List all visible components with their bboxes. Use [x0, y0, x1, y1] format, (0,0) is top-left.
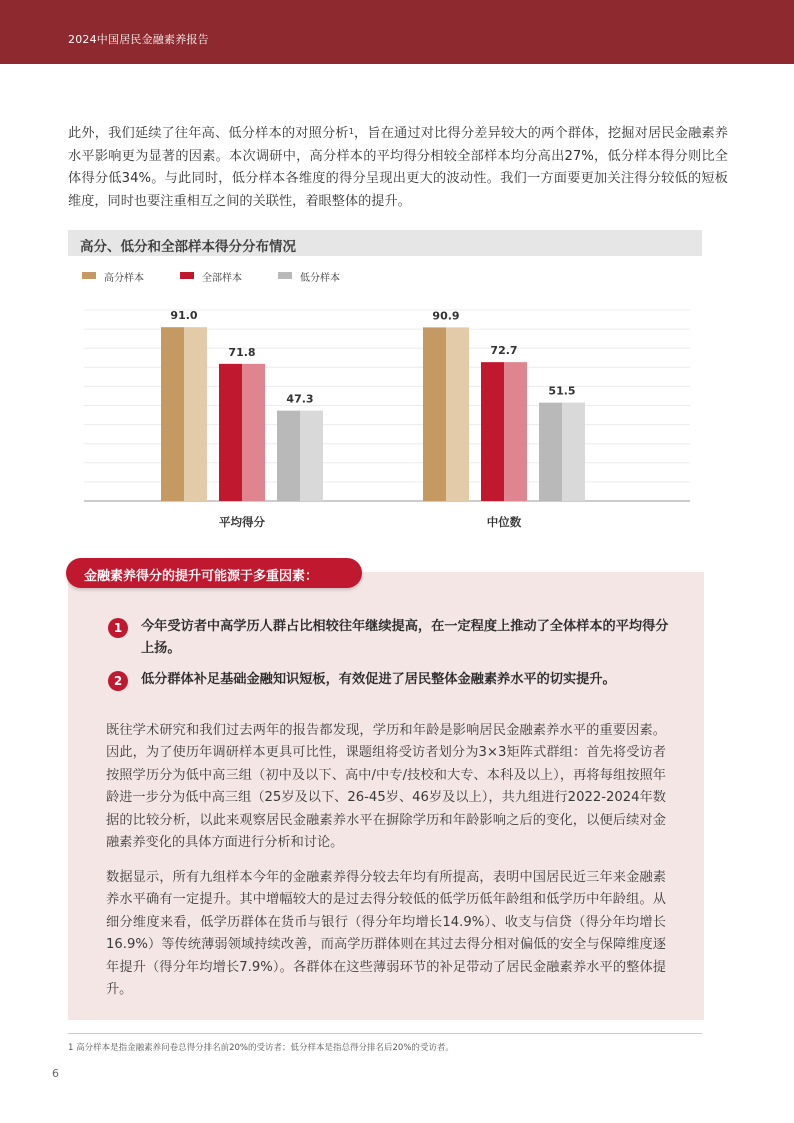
value-label: 71.8: [228, 345, 256, 359]
bar-0-0-dark: [161, 327, 184, 501]
callout-paragraph-2: 数据显示，所有九组样本今年的金融素养得分较去年均有所提高，表明中国居民近三年来金融素养水平确有一定提升。其中增幅较大的是过去得分较低的低学历低年龄组和低学历中年龄组。从细分维度来看，低学历群体在货币与银行（得分年均增长14.9%）、收支与信贷（得分年均增长16.9%）等传统薄弱领域持续改善，而高学历群体则在其过去得分相对偏低的安全与保障维度逐年提升（得分年均增长7.9%）。各群体在这些薄弱环节的补足带动了居民金融素养水平的整体提升。: [106, 870, 666, 998]
footnote-divider: [68, 1033, 702, 1034]
bar-1-0-light: [446, 327, 469, 501]
bar-0-0-light: [184, 327, 207, 501]
category-label: 中位数: [486, 515, 522, 529]
bar-0-1-light: [242, 364, 265, 501]
bar-1-1-light: [504, 362, 527, 501]
bar-1-2-dark: [539, 403, 562, 501]
callout-title-pill: [66, 558, 362, 588]
value-label: 51.5: [548, 384, 576, 398]
callout-paragraph-1: 既往学术研究和我们过去两年的报告都发现，学历和年龄是影响居民金融素养水平的重要因素。因此，为了使历年调研样本更具可比性，课题组将受访者划分为3×3矩阵式群组：首先将受访者按照学历分为低中高三组（初中及以下、高中/中专/技校和大专、本科及以上），再将每组按照年龄进一步分为低中高三组（25岁及以下、26-45岁、46岁及以上），共九组进行2022-2024年数据的比较分析，以此来观察居民金融素养水平在摒除学历和年龄影响之后的变化，以便后续对金融素养变化的具体方面进行分析和讨论。: [106, 723, 666, 851]
bar-0-2-light: [300, 411, 323, 501]
bar-1-2-light: [562, 403, 585, 501]
intro-text-1: 此外，我们延续了往年高、低分样本的对照分析: [68, 126, 349, 141]
bar-1-0-dark: [423, 327, 446, 501]
chart-title: 高分、低分和全部样本得分分布情况: [80, 239, 296, 255]
callout-title: 金融素养得分的提升可能源于多重因素：: [84, 569, 319, 584]
bar-1-1-dark: [481, 362, 504, 501]
legend-label-all: 全部样本: [202, 273, 242, 284]
bar-0-2-dark: [277, 411, 300, 501]
point-text-1: 今年受访者中高学历人群占比相较往年继续提高，在一定程度上推动了全体样本的平均得分上扬。: [141, 619, 669, 656]
category-label: 平均得分: [219, 515, 265, 529]
point-number-1: 1: [108, 618, 128, 638]
value-label: 90.9: [432, 309, 460, 323]
legend-swatch-high: [82, 272, 96, 279]
value-label: 91.0: [170, 309, 198, 323]
legend-label-low: 低分样本: [300, 273, 340, 284]
chart-title-bar: [68, 230, 702, 256]
bar-0-1-dark: [219, 364, 242, 501]
footnote: 1 高分样本是指金融素养问卷总得分排名前20%的受访者；低分样本是指总得分排名后20%的受访者。: [68, 1043, 454, 1053]
page-header: [0, 0, 794, 64]
legend-swatch-low: [278, 272, 292, 279]
point-number-2: 2: [108, 671, 128, 691]
legend-label-high: 高分样本: [104, 273, 144, 284]
point-text-2: 低分群体补足基础金融知识短板，有效促进了居民整体金融素养水平的切实提升。: [141, 672, 616, 687]
value-label: 47.3: [286, 392, 314, 406]
intro-text-2: ，旨在通过对比得分差异较大的两个群体，挖掘对居民金融素养水平影响更为显著的因素。本次调研中，高分样本的平均得分相较全部样本均分高出27%，低分样本得分则比全体得分低34%。与此同时，低分样本各维度的得分呈现出更大的波动性。我们一方面要更加关注得分较低的短板维度，同时也要注重相互之间的关联性，着眼整体的提升。: [68, 126, 729, 209]
page-number: 6: [52, 1067, 59, 1080]
intro-paragraph: [68, 123, 728, 213]
legend-swatch-all: [180, 272, 194, 279]
footnote-ref[interactable]: 1: [348, 127, 354, 136]
bar-chart: [68, 290, 708, 540]
report-title: 2024中国居民金融素养报告: [68, 33, 209, 46]
value-label: 72.7: [490, 344, 518, 358]
